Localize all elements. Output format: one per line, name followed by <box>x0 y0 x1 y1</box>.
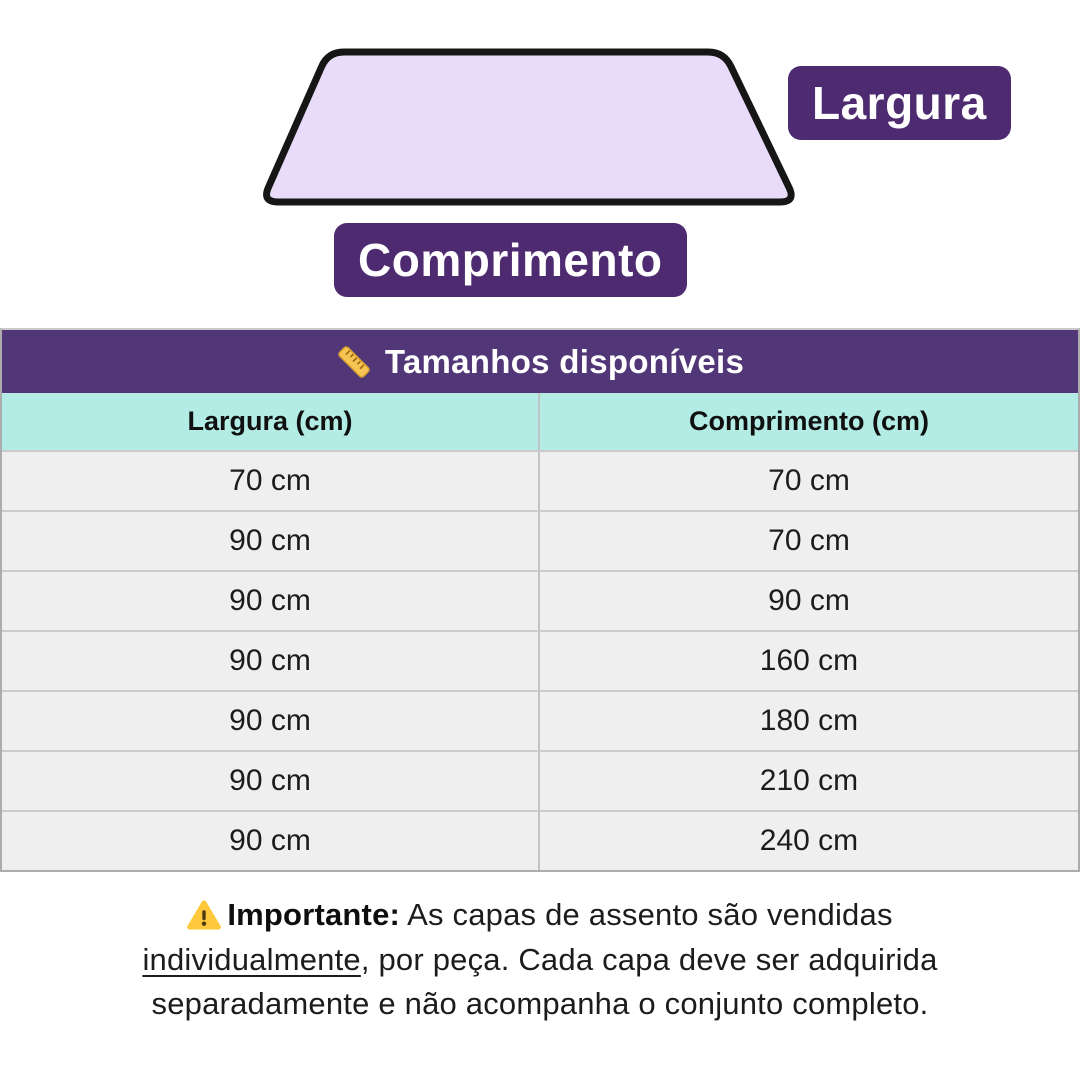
table-header-row <box>2 393 1078 450</box>
largura-cell: 90 cm <box>2 512 540 570</box>
table-title-bar <box>2 330 1078 393</box>
ruler-icon <box>336 344 372 380</box>
column-header-comprimento: Comprimento (cm) <box>688 406 929 436</box>
column-header-largura: Largura (cm) <box>2 393 540 450</box>
largura-badge <box>788 66 1011 140</box>
table-row <box>2 450 1078 510</box>
largura-cell: 90 cm <box>2 632 540 690</box>
table-title: Tamanhos disponíveis <box>384 342 745 380</box>
comprimento-badge <box>334 223 687 297</box>
note-underlined-word: individualmente <box>142 941 361 977</box>
comprimento-badge-label: Comprimento <box>358 234 663 286</box>
largura-cell: 90 cm <box>2 572 540 630</box>
table-row <box>2 630 1078 690</box>
largura-cell: 90 cm <box>2 692 540 750</box>
table-row <box>2 570 1078 630</box>
sizes-table <box>0 328 1080 872</box>
comprimento-cell: 240 cm <box>759 824 859 857</box>
note-label: Importante: <box>227 897 401 932</box>
seat-cover-diagram <box>0 0 1080 328</box>
note-text-1: As capas de assento são vendidas <box>400 897 893 932</box>
table-row <box>2 510 1078 570</box>
largura-cell: 90 cm <box>2 812 540 870</box>
comprimento-cell: 210 cm <box>759 764 859 797</box>
note-text-2: , por peça. Cada capa deve ser adquirida separadamente e não acompanha o conjunto completo. <box>151 941 938 1022</box>
largura-cell: 70 cm <box>2 452 540 510</box>
comprimento-cell: 90 cm <box>768 584 850 617</box>
table-row <box>2 690 1078 750</box>
comprimento-cell: 70 cm <box>768 464 850 497</box>
important-note <box>80 893 1000 1027</box>
largura-cell: 90 cm <box>2 752 540 810</box>
warning-icon <box>187 899 221 930</box>
comprimento-cell: 70 cm <box>768 524 850 557</box>
comprimento-cell: 160 cm <box>759 644 859 677</box>
comprimento-cell: 180 cm <box>759 704 859 737</box>
table-row <box>2 750 1078 810</box>
table-row <box>2 810 1078 870</box>
largura-badge-label: Largura <box>812 77 987 129</box>
